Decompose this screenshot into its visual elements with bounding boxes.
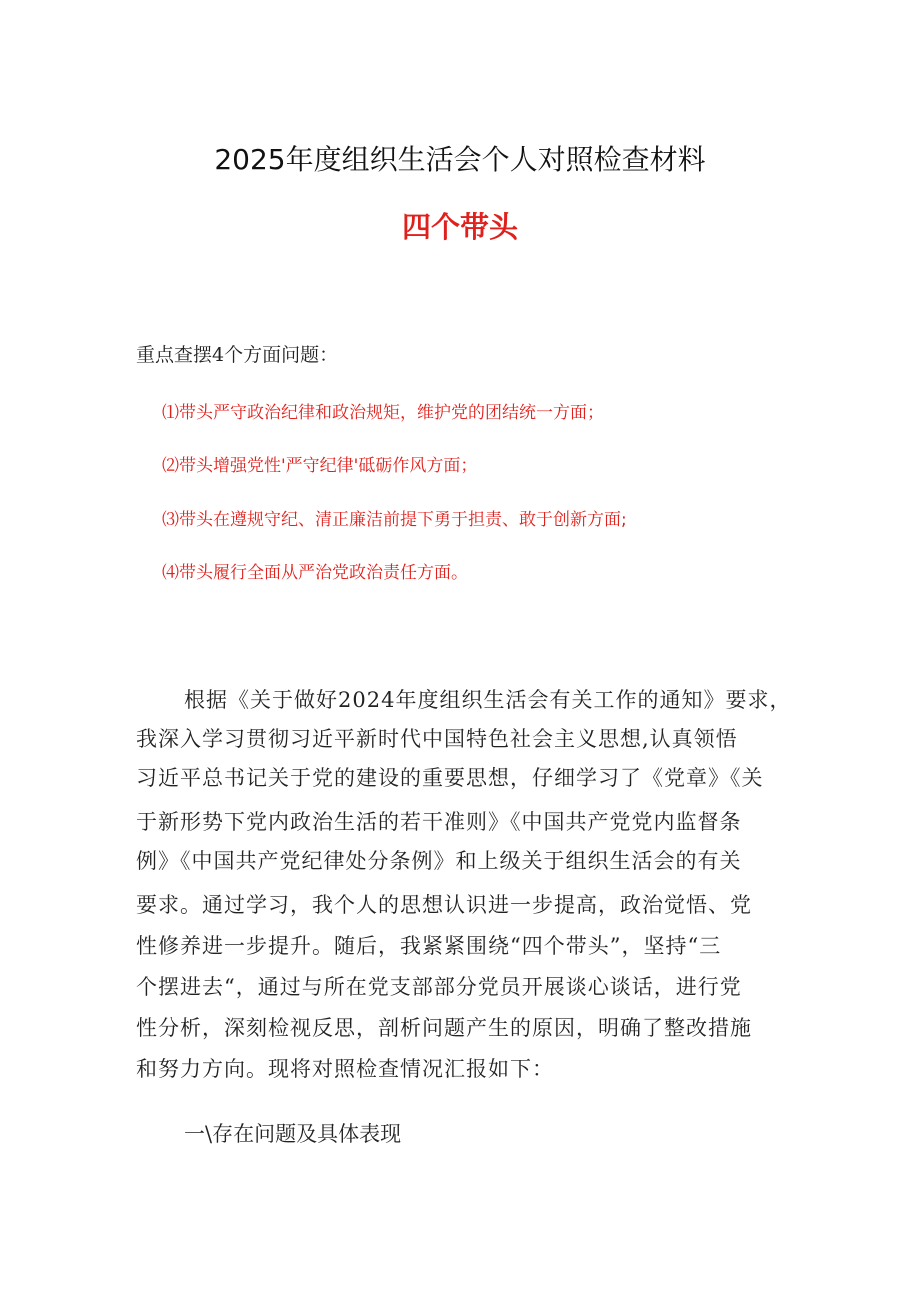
body-line-8: 个摆进去“，通过与所在党支部部分党员开展谈心谈话，进行党 <box>136 975 742 999</box>
body-line-7: 性修养进一步提升。随后，我紧紧围绕“四个带头”，坚持“三 <box>136 934 722 958</box>
document-subtitle: 四个带头 <box>401 210 518 244</box>
intro-line: 重点查摆4个方面问题： <box>136 344 339 366</box>
body-line-10: 和努力方向。现将对照检查情况汇报如下： <box>136 1057 554 1081</box>
document-title: 2025年度组织生活会个人对照检查材料 <box>214 143 706 176</box>
body-line-9: 性分析，深刻检视反思，剖析问题产生的原因，明确了整改措施 <box>136 1016 752 1040</box>
focus-item-3: ⑶带头在遵规守纪、清正廉洁前提下勇于担责、敢于创新方面; <box>162 510 627 530</box>
body-line-4: 于新形势下党内政治生活的若干准则》《中国共产党党内监督条 <box>136 810 742 834</box>
section-heading: 一\存在问题及具体表现 <box>184 1122 402 1146</box>
body-line-1: 根据《关于做好2024年度组织生活会有关工作的通知》要求， <box>184 688 792 712</box>
body-line-2: 我深入学习贯彻习近平新时代中国特色社会主义思想,认真领悟 <box>136 727 738 751</box>
body-line-6: 要求。通过学习，我个人的思想认识进一步提高，政治觉悟、党 <box>136 893 752 917</box>
body-line-5: 例》《中国共产党纪律处分条例》和上级关于组织生活会的有关 <box>136 849 742 873</box>
body-line-3: 习近平总书记关于党的建设的重要思想，仔细学习了《党章》《关 <box>136 766 764 790</box>
focus-item-2: ⑵带头增强党性'严守纪律'砥砺作风方面； <box>162 456 478 476</box>
focus-item-1: ⑴带头严守政治纪律和政治规矩，维护党的团结统一方面； <box>162 403 604 423</box>
focus-item-4: ⑷带头履行全面从严治党政治责任方面。 <box>162 563 468 583</box>
